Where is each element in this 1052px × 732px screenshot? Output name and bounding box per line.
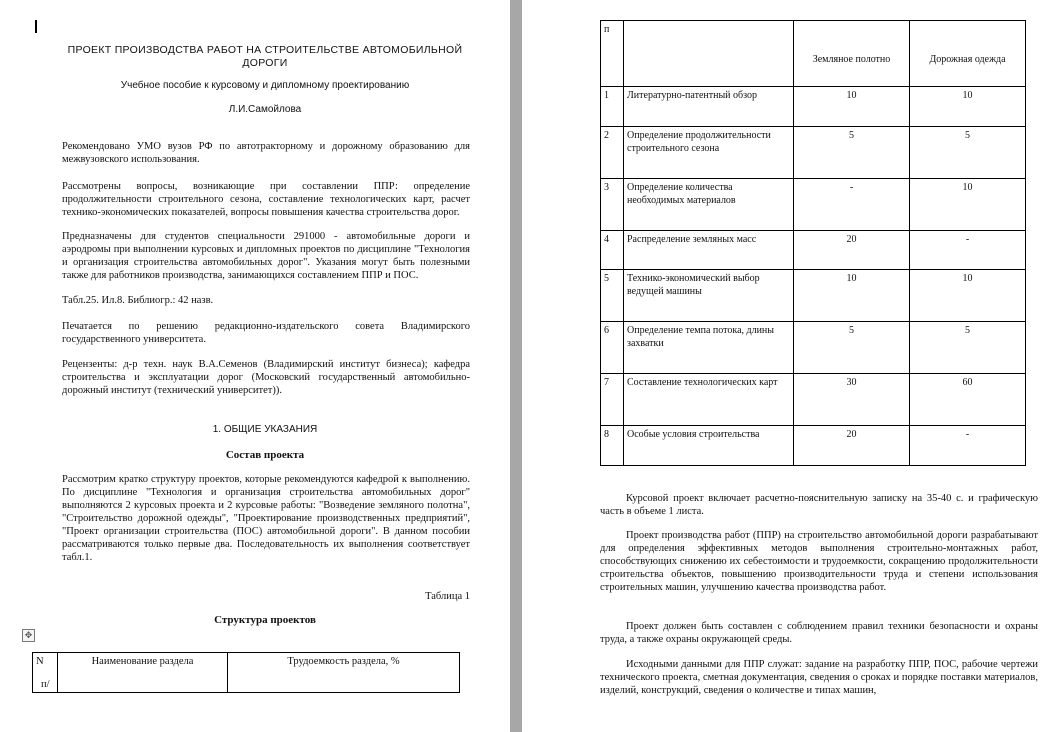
row-num: 8	[601, 426, 624, 466]
row-earth: 10	[794, 270, 910, 322]
row-num: 1	[601, 87, 624, 127]
row-name: Литературно-патентный обзор	[624, 87, 794, 127]
table-title: Структура проектов	[214, 614, 316, 626]
paragraph-safety: Проект должен быть составлен с соблюдением правил техники безопасности и охраны труда, а также охраны окружающей среды.	[600, 621, 1038, 645]
header-num: N	[36, 656, 44, 667]
table-row	[601, 127, 1026, 179]
row-earth: 10	[794, 87, 910, 127]
row-earth: 5	[794, 127, 910, 179]
paragraph-input-data: Исходными данными для ППР служат: задание на разработку ППР, ПОС, рабочие чертежи технического проекта, сметная документация, сведения о сроках и порядке поставки материалов, изделий, конструкций, сведения о количестве и типах машин,	[600, 659, 1038, 696]
header-road: Дорожная одежда	[910, 21, 1026, 87]
table-row	[601, 87, 1026, 127]
paragraph-reviewers: Рецензенты: д-р техн. наук В.А.Семенов (Владимирский институт бизнеса); кафедра строительства и эксплуатации дорог (Московский государственный автомобильно-дорожный институт (технический университет)).	[62, 359, 470, 396]
table-row	[601, 322, 1026, 374]
row-num: 3	[601, 179, 624, 231]
header-earth: Земляное полотно	[794, 21, 910, 87]
row-earth: 20	[794, 231, 910, 270]
row-road: 10	[910, 179, 1026, 231]
section-heading: 1. ОБЩИЕ УКАЗАНИЯ	[212, 424, 318, 435]
subsection-heading: Состав проекта	[225, 449, 305, 461]
document-author: Л.И.Самойлова	[228, 104, 302, 115]
row-num: 2	[601, 127, 624, 179]
paragraph-recommended: Рекомендовано УМО вузов РФ по автотракторному и дорожному образованию для межвузовского использования.	[62, 141, 470, 165]
header-name: Наименование раздела	[58, 653, 228, 693]
row-num: 4	[601, 231, 624, 270]
row-name: Технико-экономический выбор ведущей машины	[624, 270, 794, 322]
header-num-sub: п/	[41, 679, 50, 690]
document-page-right	[522, 0, 1052, 732]
paragraph-audience: Предназначены для студентов специальности 291000 - автомобильные дороги и аэродромы при выполнении курсовых и дипломных проектов по дисциплине "Технология и организация строительства автомобильных дорог". Указания могут быть полезными также для работников производства, занимающихся составлением ППР и ПОС.	[62, 231, 470, 281]
table-move-handle-icon[interactable]: ✥	[22, 629, 35, 642]
row-earth: 20	[794, 426, 910, 466]
table-row	[601, 426, 1026, 466]
text-cursor	[35, 20, 37, 33]
document-page-left	[0, 0, 510, 732]
row-name: Определение продолжительности строительного сезона	[624, 127, 794, 179]
row-road: 5	[910, 127, 1026, 179]
paragraph-ppr: Проект производства работ (ППР) на строительство автомобильной дороги разрабатывают для определения эффективных методов выполнения строительно-монтажных работ, способствующих снижению их себестоимости и трудоемкости, сокращению продолжительности строительства объектов, повышению производительности труда и степени использования строительных машин, улучшению качества производства работ.	[600, 530, 1038, 593]
paragraph-bibliography: Табл.25. Ил.8. Библиогр.: 42 назв.	[62, 295, 214, 306]
header-name-cont	[624, 21, 794, 87]
row-earth: 30	[794, 374, 910, 426]
paragraph-structure: Рассмотрим кратко структуру проектов, которые рекомендуются кафедрой к выполнению. По дисциплине "Технология и организация строительства автомобильных дорог" выполняются 2 курсовых проекта и 2 курсовые работы: "Возведение земляного полотна", "Строительство дорожной одежды", "Проектирование производственных предприятий", "Проект организации строительства (ПОС) автомобильной дороги". В данном пособии рассматриваются только первые два. Последовательность их выполнения соответствует табл.1.	[62, 474, 470, 563]
paragraph-publisher: Печатается по решению редакционно-издательского совета Владимирского государственного университета.	[62, 321, 470, 345]
page-gutter	[510, 0, 522, 732]
row-name: Определение количества необходимых материалов	[624, 179, 794, 231]
row-name: Определение темпа потока, длины захватки	[624, 322, 794, 374]
header-num-cell	[33, 653, 58, 693]
table-label: Таблица 1	[425, 591, 470, 602]
row-road: 10	[910, 270, 1026, 322]
header-labor: Трудоемкость раздела, %	[228, 653, 460, 693]
table-row	[601, 374, 1026, 426]
row-road: 5	[910, 322, 1026, 374]
document-subtitle: Учебное пособие к курсовому и дипломному проектированию	[120, 80, 410, 91]
paragraph-course-project: Курсовой проект включает расчетно-пояснительную записку на 35-40 с. и графическую часть в объеме 1 листа.	[600, 493, 1038, 517]
table-row	[601, 179, 1026, 231]
structure-table-header	[32, 652, 460, 693]
structure-table-continued	[600, 20, 1026, 466]
paragraph-topics: Рассмотрены вопросы, возникающие при составлении ППР: определение продолжительности строительного сезона, составление технологических карт, расчет технико-экономических показателей, вопросы повышения качества строительства дорог.	[62, 181, 470, 218]
row-name: Распределение земляных масс	[624, 231, 794, 270]
row-road: 60	[910, 374, 1026, 426]
row-num: 5	[601, 270, 624, 322]
row-road: -	[910, 231, 1026, 270]
row-num: 6	[601, 322, 624, 374]
row-name: Составление технологических карт	[624, 374, 794, 426]
row-num: 7	[601, 374, 624, 426]
row-name: Особые условия строительства	[624, 426, 794, 466]
row-earth: -	[794, 179, 910, 231]
row-road: -	[910, 426, 1026, 466]
row-earth: 5	[794, 322, 910, 374]
table-row	[601, 231, 1026, 270]
header-num-cont: п	[601, 21, 624, 87]
table-row	[601, 270, 1026, 322]
row-road: 10	[910, 87, 1026, 127]
document-title: ПРОЕКТ ПРОИЗВОДСТВА РАБОТ НА СТРОИТЕЛЬСТВЕ АВТОМОБИЛЬНОЙ ДОРОГИ	[67, 44, 463, 69]
